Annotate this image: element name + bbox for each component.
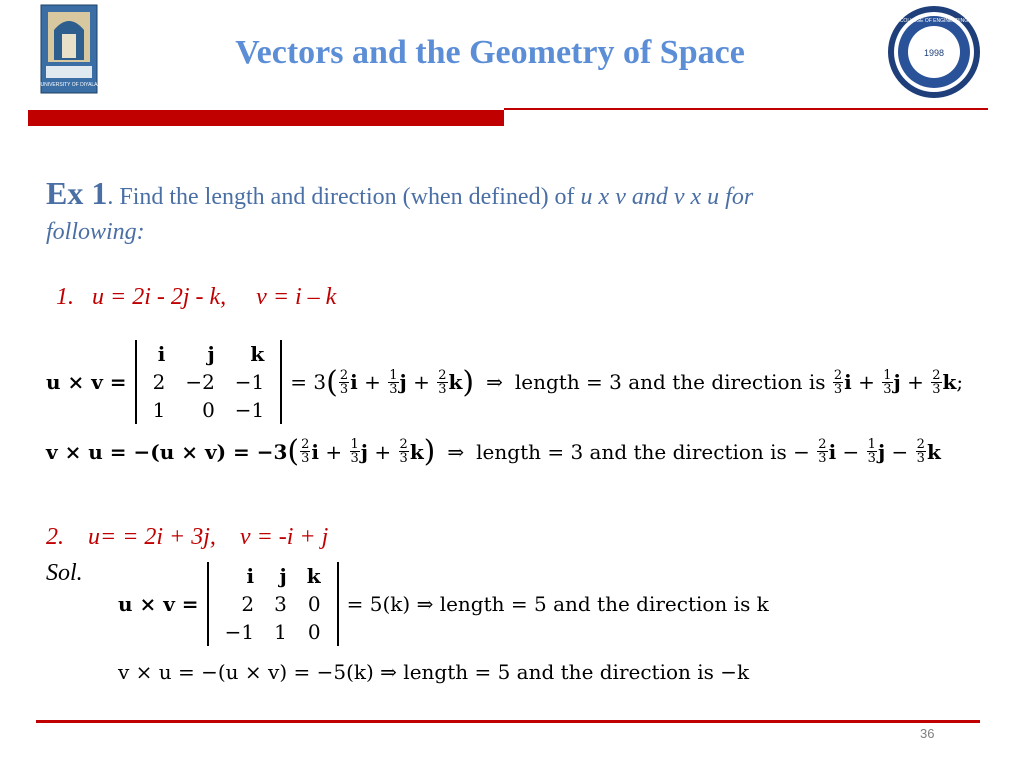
- page-number: 36: [920, 726, 935, 741]
- p2-line1-result: = 5(k) ⇒ length = 5 and the direction is k: [346, 592, 769, 616]
- exercise-text-end: following:: [46, 219, 145, 245]
- exercise-label: Ex 1: [46, 175, 108, 211]
- p2-determinant: i j k 2 3 0 −1 1 0: [207, 562, 339, 646]
- p1-result-text: length = 3 and the direction is: [514, 370, 826, 394]
- page-title: Vectors and the Geometry of Space: [235, 34, 745, 71]
- exercise-text-italic: u x v and v x u for: [580, 184, 754, 210]
- header-divider: [504, 108, 988, 110]
- header-red-bar: [28, 110, 504, 126]
- problem-1-cross-product: u × v = i j k 2 −2 −1 1 0 −1 = 3 ( $\frac{2}{3}$ i + $\frac{1}{3}$ j + $\frac{2}{3}$ k ) ⇒ length = 3 and the direction is $\frac{2}{3}$ i + $\frac{1}{3}$ j + $\frac{2}{3}$ k ;: [46, 342, 964, 422]
- p1-line2-text: length = 3 and the direction is: [476, 439, 787, 464]
- problem-1-statement: 1. u = 2i - 2j - k, v = i – k: [56, 284, 337, 310]
- p1-result-coef: = 3: [290, 370, 327, 394]
- problem-1-reverse-product: v × u = −(u × v) = −3 ( $\frac{2}{3}$ i + $\frac{1}{3}$ j + $\frac{2}{3}$ k ) ⇒ length = 3 and the direction is − $\frac{2}{3}$ i − $\frac{1}{3}$ j − $\frac{2}{3}$ k: [46, 434, 941, 469]
- exercise-text: . Find the length and direction (when defined) of: [107, 184, 581, 210]
- svg-text:UNIVERSITY OF DIYALA: UNIVERSITY OF DIYALA: [40, 82, 98, 88]
- college-logo: [886, 4, 982, 100]
- problem-2-reverse-product: v × u = −(u × v) = −5(k) ⇒ length = 5 and the direction is −k: [118, 660, 750, 684]
- svg-text:1998: 1998: [923, 48, 945, 58]
- exercise-statement: [46, 176, 996, 250]
- p1-lhs: u × v =: [46, 370, 127, 394]
- solution-label: Sol.: [46, 560, 83, 586]
- p1-determinant: i j k 2 −2 −1 1 0 −1: [135, 340, 283, 424]
- footer-divider: [36, 720, 980, 723]
- problem-2-statement: 2. u= = 2i + 3j, v = -i + j: [46, 524, 329, 550]
- p1-line2-lhs: v × u = −(u × v) = −3: [46, 439, 288, 464]
- svg-text:COLLEGE OF ENGINEERING: COLLEGE OF ENGINEERING: [899, 18, 969, 24]
- p2-lhs: u × v =: [118, 592, 199, 616]
- problem-2-cross-product: [118, 562, 769, 646]
